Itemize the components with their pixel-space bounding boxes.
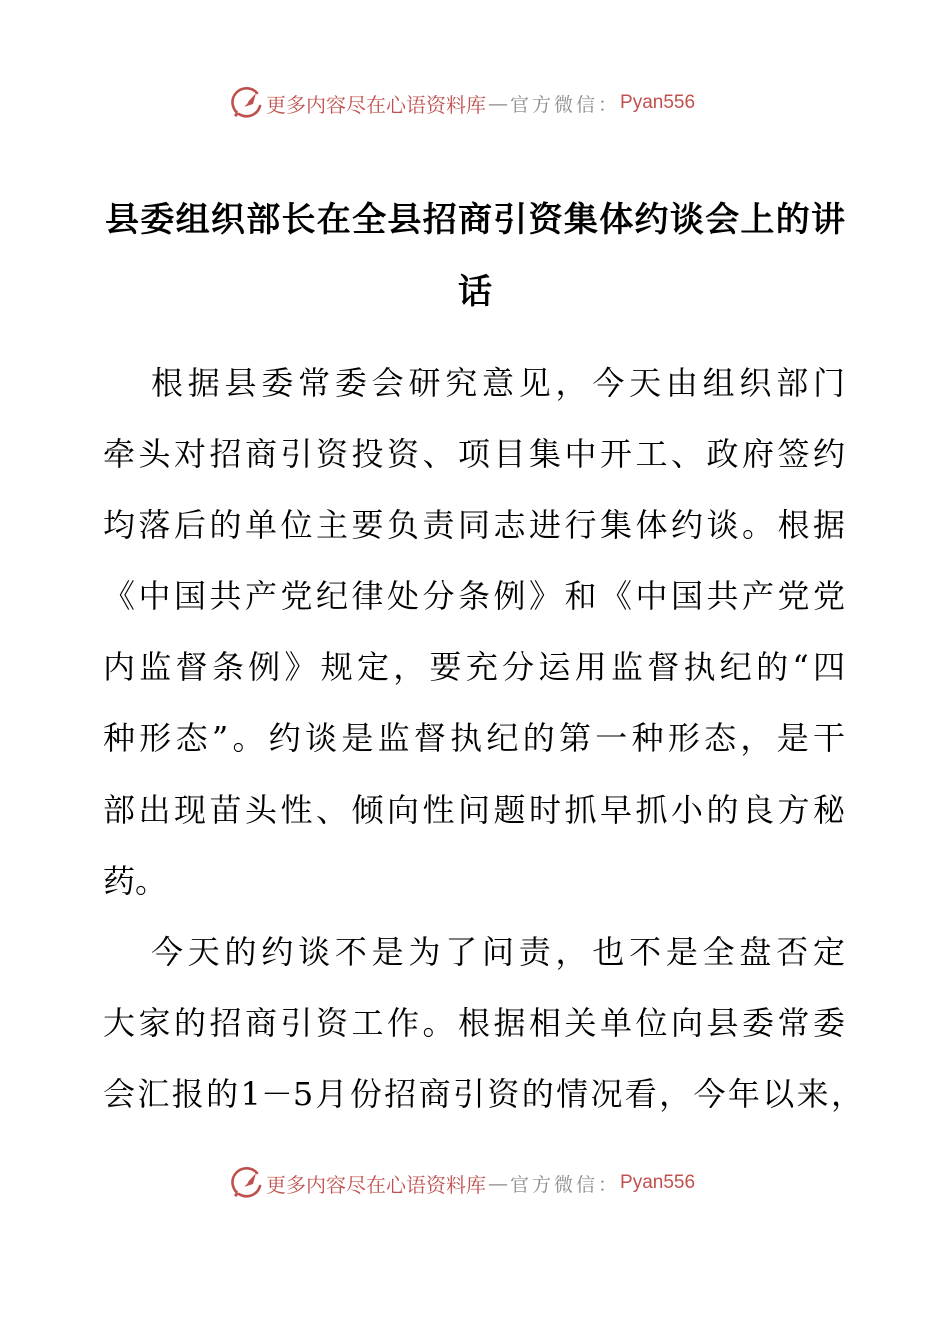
paragraph-1 [103,348,845,917]
document-body [103,348,863,1130]
watermark-site-text: 更多内容尽在心语资料库 [266,92,486,117]
watermark-site-text: 更多内容尽在心语资料库 [266,1172,486,1197]
paragraph-1-line-5: 内监督条例》规定，要充分运用监督执纪的“四 [103,648,845,687]
quill-logo-icon [228,1165,264,1201]
watermark-dash: — [488,91,508,115]
title-line-2: 话 [458,272,492,312]
watermark-dash: — [488,1171,508,1195]
title-line-1: 县委组织部长在全县招商引资集体约谈会上的讲 [105,200,845,240]
paragraph-1-line-2: 牵头对招商引资投资、项目集中开工、政府签约 [103,435,845,474]
paragraph-2-line-2: 大家的招商引资工作。根据相关单位向县委常委 [103,1003,845,1042]
watermark-wechat-label: 官方微信： [510,1173,621,1196]
header-watermark [228,85,695,121]
watermark-wechat-id: Pyan556 [620,1172,696,1193]
paragraph-1-line-4: 《中国共产党纪律处分条例》和《中国共产党党 [103,577,845,616]
watermark-wechat-id: Pyan556 [620,92,696,113]
paragraph-1-line-3: 均落后的单位主要负责同志进行集体约谈。根据 [103,506,845,545]
paragraph-1-line-8: 药。 [103,861,168,900]
paragraph-2-line-1: 今天的约谈不是为了问责，也不是全盘否定 [151,932,845,971]
watermark-wechat-label: 官方微信： [510,93,621,116]
paragraph-1-line-1: 根据县委常委会研究意见，今天由组织部门 [151,364,845,402]
paragraph-2 [103,917,863,1130]
paragraph-1-line-7: 部出现苗头性、倾向性问题时抓早抓小的良方秘 [103,790,845,829]
footer-watermark [228,1165,695,1201]
paragraph-2-line-3: 会汇报的1－5月份招商引资的情况看，今年以来， [103,1074,863,1113]
quill-logo-icon [228,85,264,121]
paragraph-1-line-6: 种形态”。约谈是监督执纪的第一种形态，是干 [103,719,845,758]
